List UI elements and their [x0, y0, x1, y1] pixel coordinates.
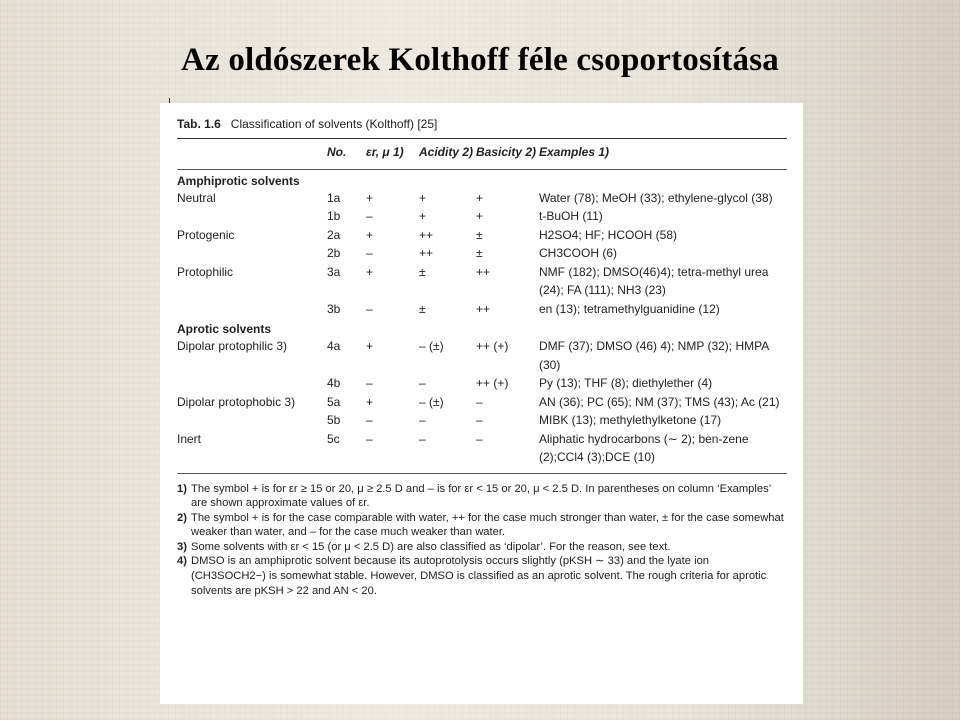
- cell-basicity: ++: [476, 264, 491, 279]
- cell-examples: MIBK (13); methylethylketone (17): [539, 413, 722, 427]
- section-header-row: [177, 170, 787, 189]
- cell-basicity: –: [476, 394, 483, 409]
- cell-type: [177, 411, 327, 430]
- cell-type: Neutral: [177, 190, 216, 205]
- cell-no: 2b: [327, 246, 341, 260]
- table-row: [177, 189, 787, 208]
- table-row: [177, 393, 787, 412]
- classification-table: [177, 139, 787, 467]
- footnote: [177, 511, 787, 540]
- slide-title: Az oldószerek Kolthoff féle csoportosítása: [180, 42, 780, 78]
- cell-no: 4a: [327, 339, 341, 353]
- cell-examples: Aliphatic hydrocarbons (∼ 2); ben-zene (2);CCl4 (3);DCE (10): [539, 431, 749, 464]
- table-row: [177, 411, 787, 430]
- cell-no: 5c: [327, 431, 340, 446]
- cell-examples: Water (78); MeOH (33); ethylene-glycol (38): [539, 190, 773, 205]
- footnote-number: 2): [177, 511, 187, 524]
- cell-basicity: +: [476, 209, 484, 223]
- cell-basicity: ++ (+): [476, 376, 509, 390]
- cell-basicity: ±: [476, 246, 483, 260]
- cell-no: 4b: [327, 376, 341, 390]
- cell-er: +: [366, 394, 374, 409]
- cell-basicity: –: [476, 413, 483, 427]
- footnote-number: 1): [177, 482, 187, 495]
- footnotes: [177, 482, 787, 599]
- footnote: [177, 482, 787, 511]
- cell-examples: Py (13); THF (8); diethylether (4): [539, 376, 713, 390]
- cell-acidity: –: [419, 376, 426, 390]
- header-no: No.: [327, 145, 347, 159]
- cell-type: [177, 207, 327, 226]
- table-row: [177, 244, 787, 263]
- cell-er: –: [366, 376, 373, 390]
- header-type: [177, 139, 327, 169]
- cell-basicity: –: [476, 431, 483, 446]
- table-row: [177, 374, 787, 393]
- table-row: [177, 263, 787, 300]
- cell-no: 5a: [327, 394, 341, 409]
- cell-er: +: [366, 264, 374, 279]
- cell-no: 2a: [327, 227, 341, 242]
- cell-er: –: [366, 301, 373, 316]
- cell-acidity: ±: [419, 301, 426, 316]
- table-row: [177, 337, 787, 374]
- footnote: [177, 554, 787, 598]
- cell-examples: CH3COOH (6): [539, 246, 618, 260]
- footnote-text: The symbol + is for the case comparable with water, ++ for the case much stronger than water, ± for the case somewhat weaker than water, and – for the case much weaker than water.: [191, 511, 784, 539]
- cell-basicity: ++ (+): [476, 339, 509, 353]
- cell-type: Dipolar protophilic 3): [177, 339, 288, 353]
- table-caption: Classification of solvents (Kolthoff) [25]: [230, 117, 438, 131]
- cell-er: +: [366, 190, 374, 205]
- section-header-row: [177, 318, 787, 337]
- cell-examples: DMF (37); DMSO (46) 4); NMP (32); HMPA (30): [539, 339, 769, 372]
- cell-acidity: +: [419, 209, 427, 223]
- cell-basicity: ±: [476, 227, 483, 242]
- cell-type: [177, 374, 327, 393]
- cell-examples: H2SO4; HF; HCOOH (58): [539, 227, 678, 242]
- cell-examples: NMF (182); DMSO(46)4); tetra-methyl urea (24); FA (111); NH3 (23): [539, 264, 769, 297]
- cell-basicity: +: [476, 190, 484, 205]
- cell-acidity: ±: [419, 264, 426, 279]
- cell-type: Inert: [177, 431, 202, 446]
- footnote-number: 3): [177, 540, 187, 553]
- cell-er: +: [366, 339, 374, 353]
- table-row: [177, 207, 787, 226]
- footnote-text: Some solvents with εr < 15 (or μ < 2.5 D) are also classified as ‘dipolar’. For the reason, see text.: [191, 540, 671, 553]
- cell-acidity: –: [419, 431, 426, 446]
- cell-type: Dipolar protophobic 3): [177, 394, 296, 409]
- cell-er: –: [366, 209, 373, 223]
- cell-examples: AN (36); PC (65); NM (37); TMS (43); Ac (21): [539, 394, 780, 409]
- header-row: [177, 139, 787, 169]
- cell-acidity: +: [419, 190, 427, 205]
- cell-examples: t-BuOH (11): [539, 209, 603, 223]
- table-title: [177, 117, 787, 131]
- cell-type: [177, 300, 327, 319]
- cell-no: 3a: [327, 264, 341, 279]
- cell-basicity: ++: [476, 301, 491, 316]
- cell-no: 1a: [327, 190, 341, 205]
- header-basicity: Basicity 2): [476, 145, 537, 159]
- cell-type: Protophilic: [177, 264, 234, 279]
- table-row: [177, 430, 787, 467]
- cell-no: 3b: [327, 301, 341, 316]
- cell-er: –: [366, 246, 373, 260]
- section-title: Amphiprotic solvents: [177, 173, 300, 188]
- header-examples: Examples 1): [539, 145, 610, 159]
- cell-no: 1b: [327, 209, 341, 223]
- scanned-table-page: [160, 103, 803, 704]
- footnote-number: 4): [177, 555, 187, 568]
- footnote-text: DMSO is an amphiprotic solvent because its autoprotolysis occurs slightly (pKSH ∼ 33) and the lyate ion (CH3SOCH2−) is somewhat stable. However, DMSO is classified as an aprotic solvent. The rough criteria for aprotic solvents are pKSH > 22 and AN < 20.: [191, 555, 767, 597]
- footnote: [177, 540, 787, 555]
- cell-acidity: – (±): [419, 339, 444, 353]
- header-acidity: Acidity 2): [419, 145, 474, 159]
- table-row: [177, 300, 787, 319]
- cell-examples: en (13); tetramethylguanidine (12): [539, 301, 720, 316]
- table-row: [177, 226, 787, 245]
- cell-acidity: ++: [419, 227, 434, 242]
- cell-no: 5b: [327, 413, 341, 427]
- cell-acidity: – (±): [419, 394, 444, 409]
- cell-er: –: [366, 413, 373, 427]
- bottom-rule: [177, 473, 787, 474]
- cell-acidity: ++: [419, 246, 434, 260]
- cell-acidity: –: [419, 413, 426, 427]
- cell-type: [177, 244, 327, 263]
- footnote-text: The symbol + is for εr ≥ 15 or 20, μ ≥ 2.5 D and – is for εr < 15 or 20, μ < 2.5 D. In parentheses on column ‘Examples’ are shown approximate values of εr.: [191, 482, 771, 510]
- cell-type: Protogenic: [177, 227, 235, 242]
- header-er: εr, μ 1): [366, 145, 404, 159]
- cell-er: –: [366, 431, 373, 446]
- section-title: Aprotic solvents: [177, 322, 272, 336]
- cell-er: +: [366, 227, 374, 242]
- table-label: Tab. 1.6: [177, 117, 221, 131]
